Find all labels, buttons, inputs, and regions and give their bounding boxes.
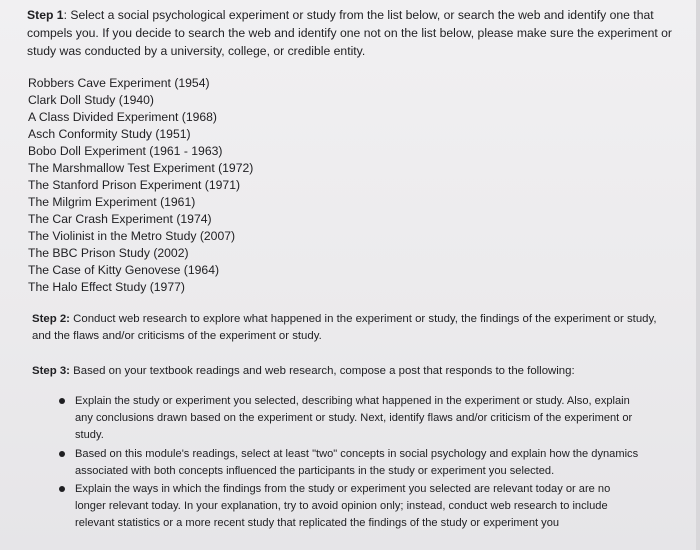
list-item: The Halo Effect Study (1977)	[28, 280, 185, 294]
bullet-dot-icon	[59, 451, 65, 457]
step-3-text: Based on your textbook readings and web research, compose a post that responds to the following:	[69, 365, 575, 377]
list-item: The Case of Kitty Genovese (1964)	[28, 263, 220, 277]
step-1-label: Step 1	[27, 8, 64, 22]
list-item: The Milgrim Experiment (1961)	[28, 195, 196, 209]
prompt-bullet-list	[75, 393, 640, 534]
list-item: The Stanford Prison Experiment (1971)	[28, 178, 241, 192]
list-item: The Violinist in the Metro Study (2007)	[28, 229, 236, 243]
list-item: Robbers Cave Experiment (1954)	[28, 76, 210, 90]
bullet-text: Explain the study or experiment you selected, describing what happened in the experiment or study. Also, explain any conclusions drawn based on the experiment or study. Next, identify flaws and/or criticism of the experiment or study.	[75, 395, 633, 442]
step-1-text: : Select a social psychological experiment or study from the list below, or search the web and identify one that compels you. If you decide to search the web and identify one not on the list below, please make sure the experiment or study was conducted by a university, college, or credible entity.	[27, 8, 672, 58]
scrollbar[interactable]	[696, 0, 700, 550]
list-item: A Class Divided Experiment (1968)	[28, 110, 217, 124]
step-2-label: Step 2:	[32, 313, 70, 325]
bullet-dot-icon	[59, 398, 65, 404]
list-item: The BBC Prison Study (2002)	[28, 246, 189, 260]
step-3-label: Step 3:	[32, 365, 70, 377]
step-3-paragraph	[32, 363, 662, 380]
step-1-paragraph	[27, 6, 677, 60]
bullet-item	[75, 481, 640, 533]
bullet-item	[75, 393, 640, 445]
step-2-paragraph	[32, 311, 662, 345]
bullet-text: Explain the ways in which the findings from the study or experiment you selected are relevant today or are no longer relevant today. In your explanation, try to avoid opinion only; instead, conduct web research to include relevant statistics or a more recent study that replicated the findings of the study or experiment you	[75, 483, 611, 530]
list-item: Clark Doll Study (1940)	[28, 93, 154, 107]
bullet-dot-icon	[59, 486, 65, 492]
list-item: Bobo Doll Experiment (1961 - 1963)	[28, 144, 223, 158]
bullet-text: Based on this module's readings, select at least "two" concepts in social psychology and explain how the dynamics associated with both concepts influenced the participants in the study or experiment you selected.	[75, 447, 639, 477]
list-item: The Marshmallow Test Experiment (1972)	[28, 161, 254, 175]
list-item: Asch Conformity Study (1951)	[28, 127, 191, 141]
step-2-text: Conduct web research to explore what happened in the experiment or study, the findings of the experiment or study, and the flaws and/or criticisms of the experiment or study.	[32, 313, 657, 342]
experiment-list	[28, 75, 253, 296]
bullet-item	[75, 446, 640, 480]
list-item: The Car Crash Experiment (1974)	[28, 212, 212, 226]
